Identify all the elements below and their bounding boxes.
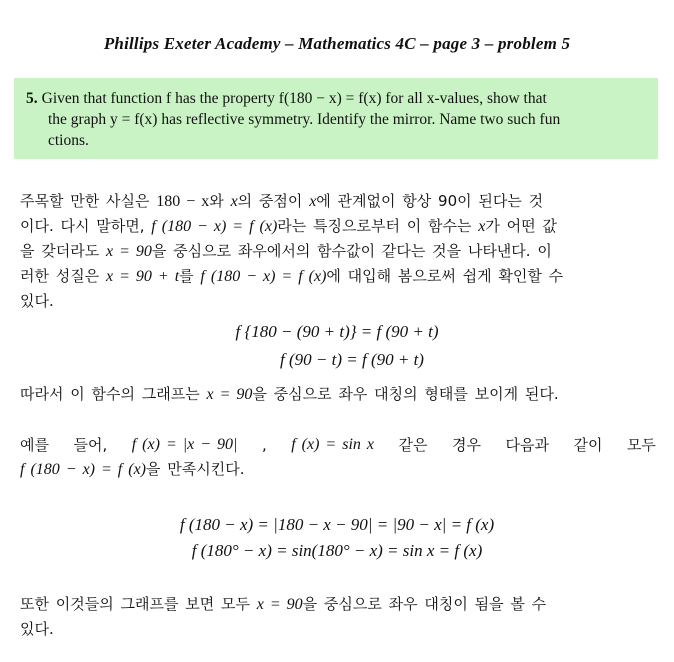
math-expression: 180 − x [156, 193, 210, 210]
explanation-paragraph-1 [20, 189, 656, 313]
problem-number: 5. [26, 90, 38, 107]
para1-line-3 [20, 239, 656, 264]
para1-text: 러한 성질은 [20, 267, 100, 285]
para2-text: 따라서 이 함수의 그래프는 [20, 385, 200, 403]
para1-text: 을 갖더라도 [20, 242, 100, 260]
para1-line-1 [20, 189, 656, 214]
para3-line-1 [20, 433, 656, 457]
explanation-paragraph-4 [20, 592, 656, 641]
math-expression: f (180 − x) = f (x) [200, 268, 327, 285]
problem-line-3: ctions. [48, 132, 89, 149]
para1-text: 이다. 다시 말하면, [20, 217, 145, 235]
para3-text: 들어, [73, 436, 108, 454]
para1-line-4 [20, 264, 656, 289]
equation-2: f (90 − t) = f (90 + t) [280, 350, 424, 369]
para1-text: 의 중점이 [237, 192, 303, 210]
para1-text: 가 어떤 값 [485, 217, 557, 235]
para1-text: 에 관계없이 항상 90이 된다는 것 [316, 192, 544, 210]
problem-statement-box [14, 78, 658, 159]
explanation-paragraph-3 [20, 433, 656, 482]
para1-text: 라는 특징으로부터 이 함수는 [277, 217, 472, 235]
para4-line-1 [20, 592, 656, 617]
math-variable: x [478, 218, 486, 235]
page-header: Phillips Exeter Academy – Mathematics 4C – page 3 – problem 5 [103, 34, 571, 53]
math-variable: x [309, 193, 317, 210]
math-expression: f (x) = |x − 90| [131, 436, 238, 453]
para1-line-2 [20, 214, 656, 239]
para3-text: , [261, 436, 267, 454]
para4-text: 또한 이것들의 그래프를 보면 모두 [20, 595, 250, 613]
explanation-paragraph-2 [20, 382, 656, 407]
para3-text: 같이 [573, 436, 603, 454]
para3-text: 다음과 [505, 436, 549, 454]
math-variable: x [230, 193, 238, 210]
math-expression: x = 90 [256, 596, 303, 613]
para1-text: 을 중심으로 좌우에서의 함수값이 같다는 것을 나타낸다. 이 [151, 242, 552, 260]
para1-line-5: 있다. [20, 292, 54, 310]
para4-text: 을 중심으로 좌우 대칭이 됨을 볼 수 [302, 595, 547, 613]
para1-text: 주목할 만한 사실은 [20, 192, 150, 210]
equation-3: f (180 − x) = |180 − x − 90| = |90 − x| = f (x) [179, 515, 495, 534]
math-expression: f (x) = sin x [291, 436, 374, 453]
para3-text: 경우 [451, 436, 481, 454]
para2-text: 을 중심으로 좌우 대칭의 형태를 보이게 된다. [252, 385, 559, 403]
para1-text: 와 [209, 192, 224, 210]
problem-text-1: Given that function f has the property f(180 − x) = f(x) for all x-values, show that [41, 90, 547, 107]
math-expression: x = 90 + t [106, 268, 180, 285]
para3-text: 모두 [626, 436, 656, 454]
para1-text: 에 대입해 봄으로써 쉽게 확인할 수 [326, 267, 564, 285]
para3-text: 같은 [398, 436, 428, 454]
para3-line-2 [20, 457, 656, 482]
equation-4: f (180° − x) = sin(180° − x) = sin x = f (x) [191, 541, 483, 560]
para3-text: 을 만족시킨다. [146, 460, 245, 478]
para3-text: 예를 [20, 436, 49, 454]
math-expression: f (180 − x) = f (x) [20, 461, 146, 478]
math-expression: x = 90 [206, 386, 253, 403]
problem-line-2: the graph y = f(x) has reflective symmetry. Identify the mirror. Name two such fun [48, 111, 561, 128]
problem-line-1 [26, 88, 646, 109]
equation-1: f {180 − (90 + t)} = f (90 + t) [235, 322, 439, 341]
para4-line-2: 있다. [20, 620, 54, 638]
para1-text: 를 [179, 267, 194, 285]
math-expression: f (180 − x) = f (x) [151, 218, 278, 235]
math-expression: x = 90 [106, 243, 152, 260]
